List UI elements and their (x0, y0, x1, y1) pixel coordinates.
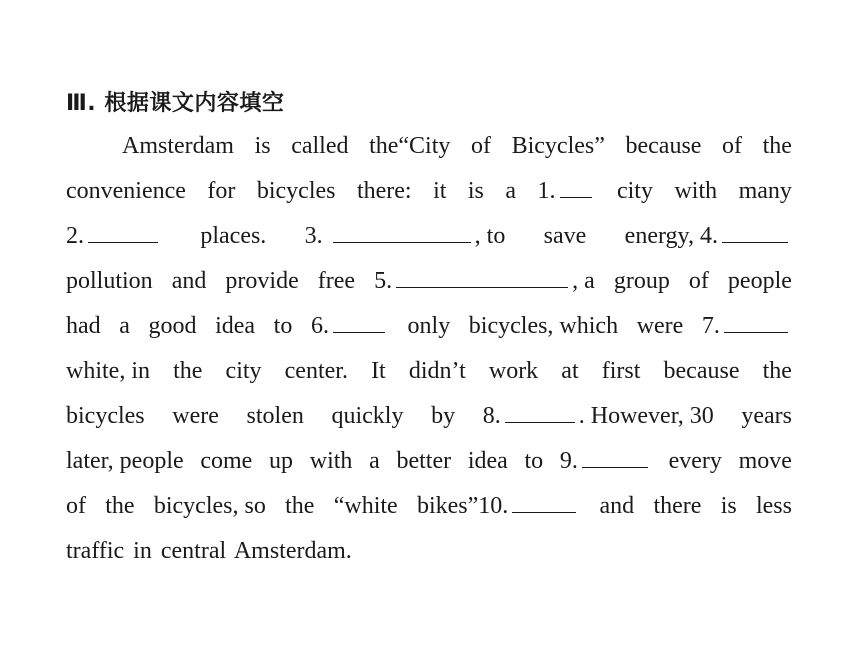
word: “white (333, 493, 398, 519)
word: for (207, 178, 236, 204)
word: idea (467, 448, 508, 474)
word: group (613, 268, 670, 294)
word: many (738, 178, 792, 204)
word: people (727, 268, 792, 294)
word: only (407, 313, 451, 339)
word: first (601, 358, 641, 384)
word: with (309, 448, 353, 474)
word: there: (356, 178, 412, 204)
text-line-2 (66, 176, 792, 206)
word: Amsterdam (122, 133, 234, 159)
word: to (524, 448, 544, 474)
word: the (105, 493, 135, 519)
word: work (488, 358, 539, 384)
word: city (225, 358, 262, 384)
word: bikes”10. (416, 493, 509, 519)
word: , to (474, 223, 506, 249)
word: there (653, 493, 702, 519)
blank-group-9 (560, 446, 652, 476)
word: traffic in central Amsterdam. (66, 538, 352, 564)
word: the (285, 493, 315, 519)
word: bicycles (66, 403, 145, 429)
word: it (433, 178, 447, 204)
word: 5. (374, 268, 393, 294)
word: pollution (66, 268, 153, 294)
word: Bicycles” (511, 133, 605, 159)
word: better (396, 448, 452, 474)
word: 1. (537, 178, 556, 204)
word: provide (225, 268, 299, 294)
word: because (663, 358, 740, 384)
word: good (148, 313, 197, 339)
word: didn’t (408, 358, 466, 384)
word: called (291, 133, 349, 159)
word: 7. (701, 313, 720, 339)
word: is (254, 133, 271, 159)
blank-group-8 (483, 401, 714, 431)
word: of (471, 133, 491, 159)
word: 8. (482, 403, 501, 429)
word: years (741, 403, 792, 429)
text-line-4 (66, 266, 792, 296)
text-line-7 (66, 401, 792, 431)
word: and (171, 268, 207, 294)
blank-group-10 (417, 491, 580, 521)
blank-group-7 (702, 311, 792, 341)
word: energy, 4. (624, 223, 718, 249)
section-heading: Ⅲ. 根据课文内容填空 (66, 91, 285, 116)
word: bicycles (256, 178, 336, 204)
text-line-1 (122, 131, 792, 161)
answer-blank-4[interactable] (722, 224, 788, 243)
answer-blank-8[interactable] (505, 404, 575, 423)
word: of (66, 493, 86, 519)
word: It (371, 358, 386, 384)
word: at (561, 358, 579, 384)
word: come (200, 448, 253, 474)
word: quickly (331, 403, 404, 429)
word: had (66, 313, 101, 339)
word: were (636, 313, 684, 339)
answer-blank-9[interactable] (582, 449, 648, 468)
text-line-5 (66, 311, 792, 341)
blank-group-2 (66, 221, 162, 251)
word: . However, 30 (578, 403, 714, 429)
word: the“City (369, 133, 451, 159)
text-line-3 (66, 221, 792, 251)
word: later, people (66, 448, 184, 474)
word: move (738, 448, 792, 474)
word: to (273, 313, 293, 339)
word: save (543, 223, 587, 249)
word: is (467, 178, 484, 204)
blank-group-5 (374, 266, 595, 296)
word: bicycles, so (153, 493, 266, 519)
answer-blank-10[interactable] (512, 494, 576, 513)
word: , a (572, 268, 595, 294)
word: because (625, 133, 702, 159)
word: the (173, 358, 203, 384)
word: bicycles, which (468, 313, 619, 339)
word: of (688, 268, 709, 294)
word: and (599, 493, 635, 519)
word: a (505, 178, 517, 204)
word: were (172, 403, 219, 429)
answer-blank-3[interactable] (333, 224, 471, 243)
word: every (668, 448, 722, 474)
word: the (762, 358, 792, 384)
word: 9. (559, 448, 578, 474)
word: with (674, 178, 718, 204)
word: stolen (246, 403, 304, 429)
text-line-6 (66, 356, 792, 386)
word: by (431, 403, 456, 429)
answer-blank-5[interactable] (396, 269, 568, 288)
word: is (720, 493, 737, 519)
answer-blank-1[interactable] (560, 179, 592, 198)
answer-blank-6[interactable] (333, 314, 385, 333)
word: idea (215, 313, 256, 339)
word: white, in (66, 358, 150, 384)
word: 6. (310, 313, 329, 339)
word: free (317, 268, 356, 294)
word: 2. (66, 223, 84, 249)
text-line-9 (66, 491, 792, 521)
answer-blank-2[interactable] (88, 224, 158, 243)
blank-group-3 (305, 221, 506, 251)
blank-group-6 (311, 311, 389, 341)
word: a (369, 448, 380, 474)
blank-group-4 (625, 221, 792, 251)
word: city (616, 178, 653, 204)
word: of (722, 133, 743, 159)
word: convenience (66, 178, 186, 204)
word: the (762, 133, 792, 159)
answer-blank-7[interactable] (724, 314, 788, 333)
word: 3. (304, 223, 323, 249)
word: a (119, 313, 130, 339)
word: center. (284, 358, 348, 384)
word: less (755, 493, 792, 519)
word: up (269, 448, 294, 474)
text-line-8 (66, 446, 792, 476)
word: places. (200, 223, 267, 249)
blank-group-1 (538, 176, 596, 206)
text-line-10 (66, 536, 792, 566)
